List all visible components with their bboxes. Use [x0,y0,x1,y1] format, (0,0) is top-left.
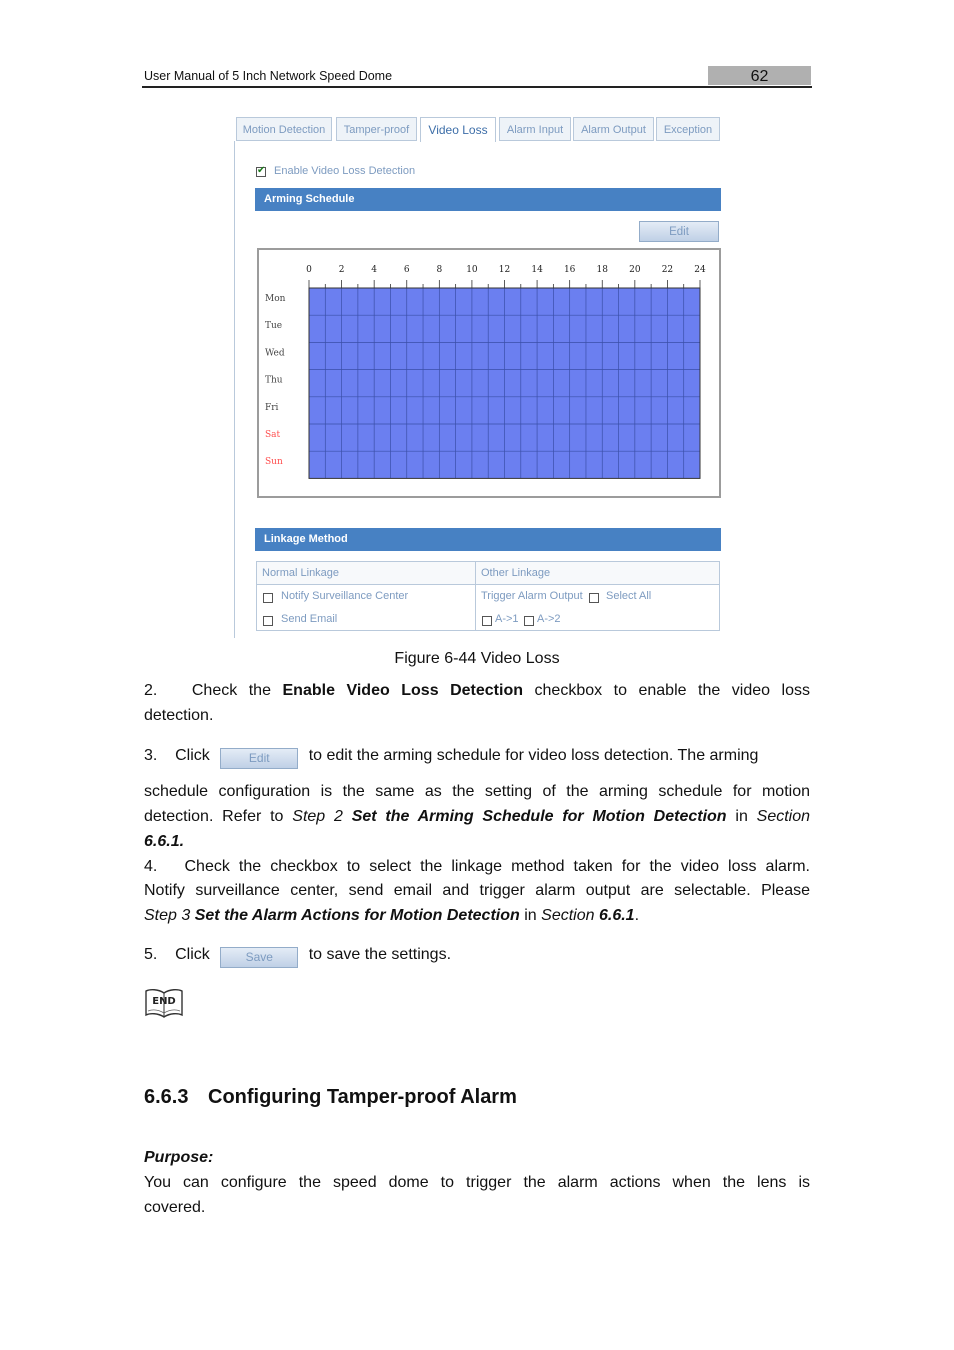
step-text: . [634,907,640,924]
event-tabs [234,117,720,142]
linkage-table [256,561,720,631]
video-loss-panel [234,141,720,638]
step-ref: Step 2 [292,808,343,825]
day-label: Sat [265,430,281,440]
select-all-checkbox[interactable] [589,593,599,603]
step-text: Click [175,747,210,764]
day-label: Fri [265,402,279,413]
step-3-line-1 [144,743,810,769]
hour-label: 10 [466,265,478,275]
hour-label: 12 [498,265,511,275]
step-text: to edit the arming schedule for video loss detection. The arming [308,747,759,764]
day-label: Mon [265,294,286,304]
tab-exception[interactable]: Exception [656,117,720,141]
step-4-line-1 [144,854,810,879]
enable-video-loss-checkbox[interactable] [256,167,266,177]
hour-label: 16 [563,265,576,275]
output-a1-checkbox[interactable] [482,616,492,626]
step-4-line-3 [144,903,810,928]
normal-linkage-header: Normal Linkage [262,567,340,579]
inline-save-button: Save [220,947,298,968]
hour-label: 22 [661,265,674,275]
section-title: Configuring Tamper-proof Alarm [208,1086,517,1108]
hour-label: 6 [403,265,410,275]
enable-video-loss-label: Enable Video Loss Detection [274,165,416,177]
figure-caption: Figure 6-44 Video Loss [394,650,560,667]
step-text: to save the settings. [308,946,452,963]
hour-label: 14 [531,265,543,275]
end-book-icon [144,985,184,1019]
step-text: in [735,808,748,825]
step-number: 5. [144,946,158,963]
tab-motion-detection[interactable]: Motion Detection [236,117,332,141]
page-number: 62 [708,66,811,85]
section-number-ref: 6.6.1 [598,907,635,924]
hour-label: 8 [436,265,443,275]
step-text: Check the checkbox to select the linkage method taken for the video loss alarm. [184,858,810,875]
section-ref: Section [756,808,811,825]
step-4-line-2: Notify surveillance center, send email and trigger alarm output are selectable. Please [144,882,810,899]
step-3-line-2: schedule configuration is the same as the setting of the arming schedule for motion [144,783,810,800]
step-3-line-3 [144,804,810,829]
step-text: checkbox to enable the video loss [534,682,811,699]
day-label: Thu [265,375,283,386]
step-ref-title: Set the Arming Schedule for Motion Detection [351,808,727,825]
schedule-grid[interactable] [257,248,721,498]
section-number-ref: 6.6.1. [144,833,185,850]
day-label: Wed [265,348,285,359]
send-email-checkbox[interactable] [263,616,273,626]
end-label: END [152,996,176,1007]
select-all-label: Select All [606,590,652,602]
step-3-line-4 [144,829,810,854]
day-label: Sun [265,457,283,468]
output-a2-label: A->2 [537,613,561,625]
section-number: 6.6.3 [144,1086,189,1108]
tab-video-loss[interactable]: Video Loss [420,117,496,142]
step-text: Click [175,946,210,963]
output-a1-label: A->1 [495,613,519,625]
schedule-chart [259,250,719,496]
step-number: 3. [144,747,158,764]
inline-edit-button: Edit [220,748,298,769]
hour-label: 2 [338,265,345,275]
step-number: 4. [144,858,158,875]
purpose-text-line-1: You can configure the speed dome to trigger the alarm actions when the lens is [144,1174,810,1191]
notify-center-checkbox[interactable] [263,593,273,603]
send-email-label: Send Email [281,613,338,625]
section-heading [144,1086,517,1109]
linkage-method-bar: Linkage Method [255,528,721,551]
step-2-line-1 [144,678,810,703]
step-text: in [524,907,537,924]
other-linkage-header: Other Linkage [481,567,551,579]
step-ref-title: Set the Alarm Actions for Motion Detection [194,907,520,924]
step-text: Check the [191,682,271,699]
hour-label: 20 [629,265,641,275]
hour-label: 18 [596,265,608,275]
section-ref: Section [541,907,595,924]
ui-term: Enable Video Loss Detection [282,682,524,699]
step-text: detection. Refer to [144,808,284,825]
purpose-label-text: Purpose: [144,1149,214,1166]
step-ref: Step 3 [144,907,191,924]
running-header: User Manual of 5 Inch Network Speed Dome [144,69,393,83]
video-loss-screenshot [234,117,720,638]
tab-tamper-proof[interactable]: Tamper-proof [336,117,417,141]
step-5-line [144,942,810,968]
purpose-label [144,1145,810,1170]
header-rule [142,86,812,88]
trigger-alarm-output-label: Trigger Alarm Output [481,590,583,602]
hour-label: 24 [694,265,706,275]
step-number: 2. [144,682,158,699]
step-2-line-2: detection. [144,707,214,724]
hour-label: 0 [306,265,312,275]
arming-schedule-bar: Arming Schedule [255,188,721,211]
notify-center-label: Notify Surveillance Center [281,590,409,602]
output-a2-checkbox[interactable] [524,616,534,626]
day-label: Tue [265,321,283,332]
hour-label: 4 [371,265,378,275]
purpose-text-line-2: covered. [144,1199,206,1216]
tab-alarm-input[interactable]: Alarm Input [499,117,571,141]
tab-alarm-output[interactable]: Alarm Output [573,117,654,141]
edit-button[interactable]: Edit [639,221,719,242]
